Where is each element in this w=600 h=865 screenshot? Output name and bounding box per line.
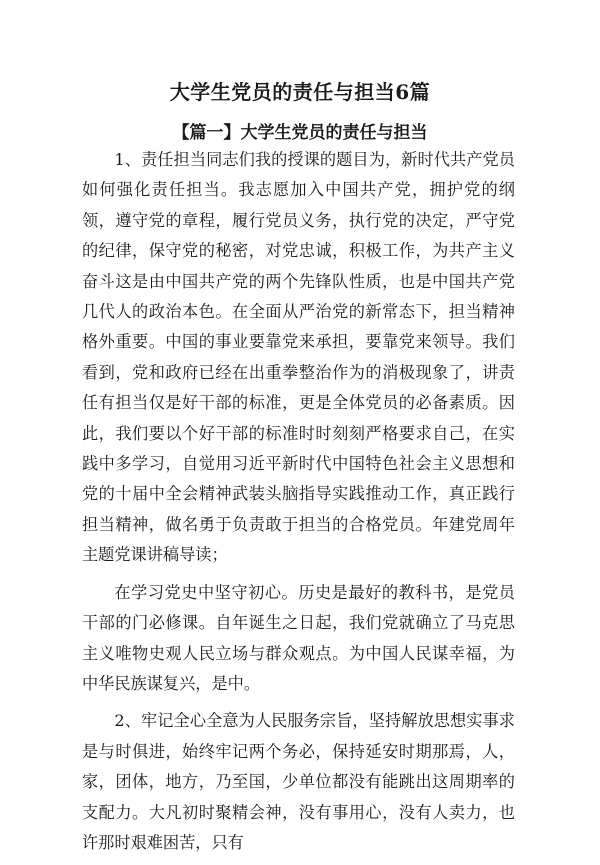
body-text bbox=[82, 145, 515, 865]
document-title: 大学生党员的责任与担当6篇 bbox=[169, 80, 431, 104]
paragraph: 1、责任担当同志们我的授课的题目为，新时代共产党员如何强化责任担当。我志愿加入中国共产党，拥护党的纲领，遵守党的章程，履行党员义务，执行党的决定，严守党的纪律，保守党的秘密，对党忠诚，积极工作，为共产主义奋斗这是由中国共产党的两个先锋队性质，也是中国共产党几代人的政治本色。在全面从严治党的新常态下，担当精神格外重要。中国的事业要靠党来承担，要靠党来领导。我们看到，党和政府已经在出重拳整治作为的消极现象了，讲责任有担当仅是好干部的标准，更是全体党员的必备素质。因此，我们要以个好干部的标准时时刻刻严格要求自己，在实践中多学习，自觉用习近平新时代中国特色社会主义思想和党的十届中全会精神武装头脑指导实践推动工作，真正践行担当精神，做名勇于负责敢于担当的合格党员。年建党周年主题党课讲稿导读； bbox=[82, 150, 515, 565]
section-heading: 【篇一】大学生党员的责任与担当 bbox=[172, 123, 428, 143]
paragraph: 2、牢记全心全意为人民服务宗旨，坚持解放思想实事求是与时俱进，始终牢记两个务必，保持延安时期那焉，人，家，团体，地方，乃至国，少单位都没有能跳出这周期率的支配力。大凡初时聚精会神，没有事用心，没有人卖力，也许那时艰难困苦，只有 bbox=[82, 711, 515, 852]
paragraph: 在学习党史中坚守初心。历史是最好的教科书，是党员干部的门必修课。自年诞生之日起，我们党就确立了马克思主义唯物史观人民立场与群众观点。为中国人民谋幸福，为中华民族谋复兴，是中。 bbox=[82, 582, 515, 693]
